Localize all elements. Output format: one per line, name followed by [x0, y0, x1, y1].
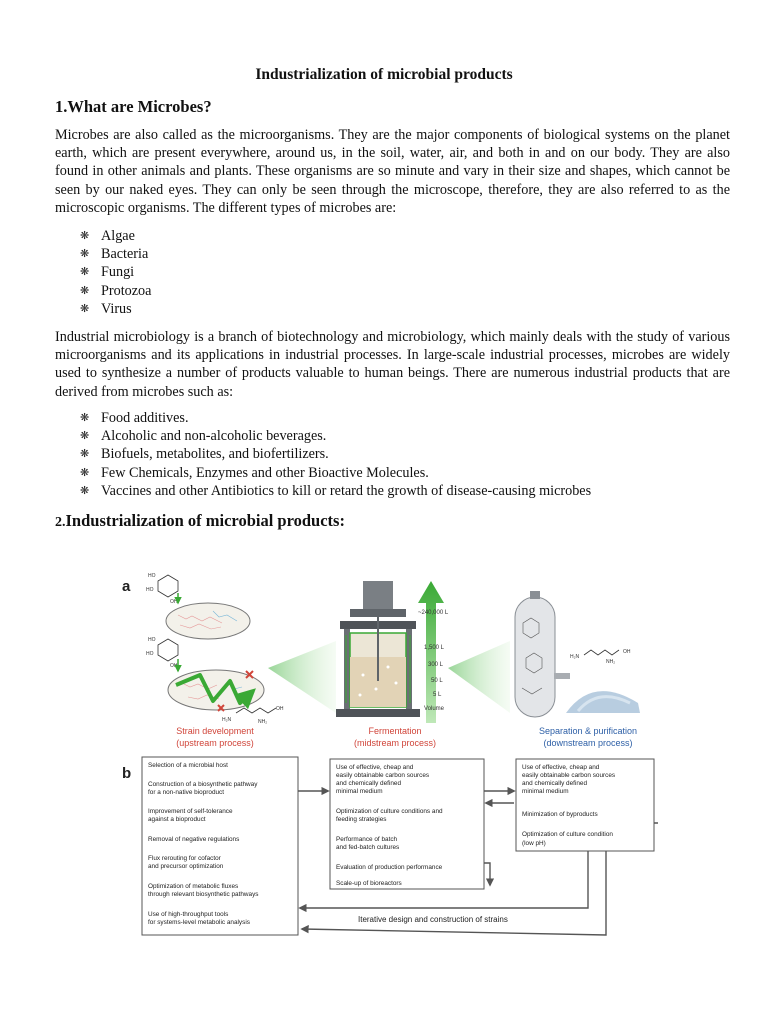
list-item: ❋ Vaccines and other Antibiotics to kill or retard the growth of disease-causing microbes	[80, 482, 592, 499]
strain-development-graphic	[146, 573, 284, 725]
box3-line: and chemically defined	[522, 780, 588, 787]
box1-line: Removal of negative regulations	[148, 836, 240, 843]
volume-label-2: 300 L	[428, 662, 444, 668]
bullet-icon: ❋	[80, 248, 90, 261]
list-item: ❋ Algae	[80, 228, 135, 244]
list-item: ❋ Alcoholic and non-alcoholic beverages.	[80, 428, 327, 445]
volume-label-1: 1,500 L	[424, 645, 445, 651]
list-item: ❋ Few Chemicals, Enzymes and other Bioactive Molecules.	[80, 464, 429, 481]
svg-text:OH: OH	[170, 663, 178, 669]
list-item: ❋ Fungi	[80, 264, 135, 281]
section-heading-industrialization: 2.Industrialization of microbial products:	[55, 511, 345, 530]
list-item: ❋ Bacteria	[80, 246, 149, 263]
box3-line: (low pH)	[522, 840, 546, 847]
box3-line: Optimization of culture condition	[522, 831, 613, 838]
box2-line: Performance of batch	[336, 836, 398, 843]
stage-midstream-title: Fermentation	[368, 726, 422, 736]
box1-line: against a bioproduct	[148, 816, 206, 823]
svg-text:HO: HO	[148, 637, 156, 643]
box2-line: Scale-up of bioreactors	[336, 880, 402, 887]
stage-downstream-title: Separation & purification	[538, 726, 638, 736]
svg-text:OH: OH	[170, 599, 178, 605]
scale-up-arrow	[418, 581, 444, 723]
box1-line: and precursor optimization	[148, 863, 224, 870]
panel-b-label: b	[122, 765, 132, 782]
box1-line: Optimization of metabolic fluxes	[148, 883, 239, 890]
box1-line: through relevant biosynthetic pathways	[148, 891, 259, 898]
list-item: ❋ Biofuels, metabolites, and biofertilizers.	[80, 446, 329, 463]
list-item: ❋ Virus	[80, 300, 132, 317]
volume-label-4: 5 L	[433, 692, 442, 698]
svg-text:H₂N: H₂N	[222, 717, 232, 723]
industrial-microbiology-paragraph: Industrial microbiology is a branch of biotechnology and microbiology, which mainly deals with the study of various microorganisms and its applications in industrial processes. In large-scale industrial processes, microbes are widely used to synthesize a number of products valuable to human beings. There are numerous industrial products that are derived from microbes such as:	[55, 329, 730, 400]
volume-axis-label: Volume	[424, 706, 445, 712]
box2-line: Use of effective, cheap and	[336, 764, 414, 771]
box1-line: Use of high-throughput tools	[148, 911, 229, 918]
box1-line: Flux rerouting for cofactor	[148, 855, 221, 862]
separation-column-graphic	[515, 591, 640, 717]
bullet-icon: ❋	[80, 266, 90, 279]
process-beam-1	[268, 641, 336, 713]
box3-line: minimal medium	[522, 788, 569, 795]
box2-line: and fed-batch cultures	[336, 844, 400, 851]
box2-line: Evaluation of production performance	[336, 864, 443, 871]
box2-line: and chemically defined	[336, 780, 402, 787]
panel-a-label: a	[122, 578, 131, 595]
box2-line: easily obtainable carbon sources	[336, 772, 430, 779]
bioreactor-graphic	[336, 581, 420, 717]
stage-midstream-subtitle: (midstream process)	[353, 738, 437, 748]
section-heading-microbes: 1.What are Microbes?	[55, 97, 212, 116]
stage-upstream-subtitle: (upstream process)	[176, 738, 254, 748]
bullet-icon: ❋	[80, 466, 90, 479]
svg-text:OH: OH	[276, 706, 284, 712]
svg-text:NH₂: NH₂	[606, 659, 616, 665]
bullet-icon: ❋	[80, 302, 90, 315]
box2-line: feeding strategies	[336, 816, 387, 823]
bullet-icon: ❋	[80, 484, 90, 497]
bullet-icon: ❋	[80, 230, 90, 242]
box1-line: for a non-native bioproduct	[148, 789, 225, 796]
box2-line: minimal medium	[336, 788, 383, 795]
process-beam-2	[448, 641, 510, 713]
svg-text:HO: HO	[146, 587, 154, 593]
bullet-icon: ❋	[80, 448, 90, 461]
bullet-icon: ❋	[80, 284, 90, 297]
volume-label-3: 50 L	[431, 678, 443, 684]
box1-line: Improvement of self-tolerance	[148, 808, 233, 815]
bullet-icon: ❋	[80, 430, 90, 443]
svg-text:HO: HO	[146, 651, 154, 657]
microbes-paragraph: Microbes are also called as the microorganisms. They are the major components of biological systems on the planet earth, which are present everywhere, around us, in the soil, water, air, and both in and on our body. They are also found in other animals and plants. These organisms are so minute and vary in their size and shapes, which cannot be seen by our naked eyes. They can only be seen through the microscope, therefore, they are also referred to as the microscopic organisms. The different types of microbes are:	[55, 127, 730, 216]
box3-line: Minimization of byproducts	[522, 811, 598, 818]
box2-line: Optimization of culture conditions and	[336, 808, 443, 815]
bullet-icon: ❋	[80, 412, 90, 424]
stage-downstream-subtitle: (downstream process)	[543, 738, 633, 748]
svg-text:NH₂: NH₂	[258, 719, 268, 725]
document-title: Industrialization of microbial products	[255, 66, 513, 83]
iterative-design-label: Iterative design and construction of strains	[358, 915, 508, 924]
svg-text:HO: HO	[148, 573, 156, 579]
list-item: ❋ Protozoa	[80, 282, 152, 299]
volume-label-0: ~240,000 L	[418, 610, 449, 616]
box1-line: Selection of a microbial host	[148, 762, 228, 769]
products-list	[80, 409, 591, 500]
box3-line: easily obtainable carbon sources	[522, 772, 616, 779]
list-item: ❋ Food additives.	[80, 410, 189, 426]
svg-text:H₂N: H₂N	[570, 654, 580, 660]
microbe-types-list	[80, 227, 151, 318]
box1-line: for systems-level metabolic analysis	[148, 919, 250, 926]
box3-line: Use of effective, cheap and	[522, 764, 600, 771]
box1-line: Construction of a biosynthetic pathway	[148, 781, 258, 788]
bioprocess-figure	[118, 563, 658, 941]
svg-text:OH: OH	[623, 649, 631, 655]
stage-upstream-title: Strain development	[176, 726, 254, 736]
